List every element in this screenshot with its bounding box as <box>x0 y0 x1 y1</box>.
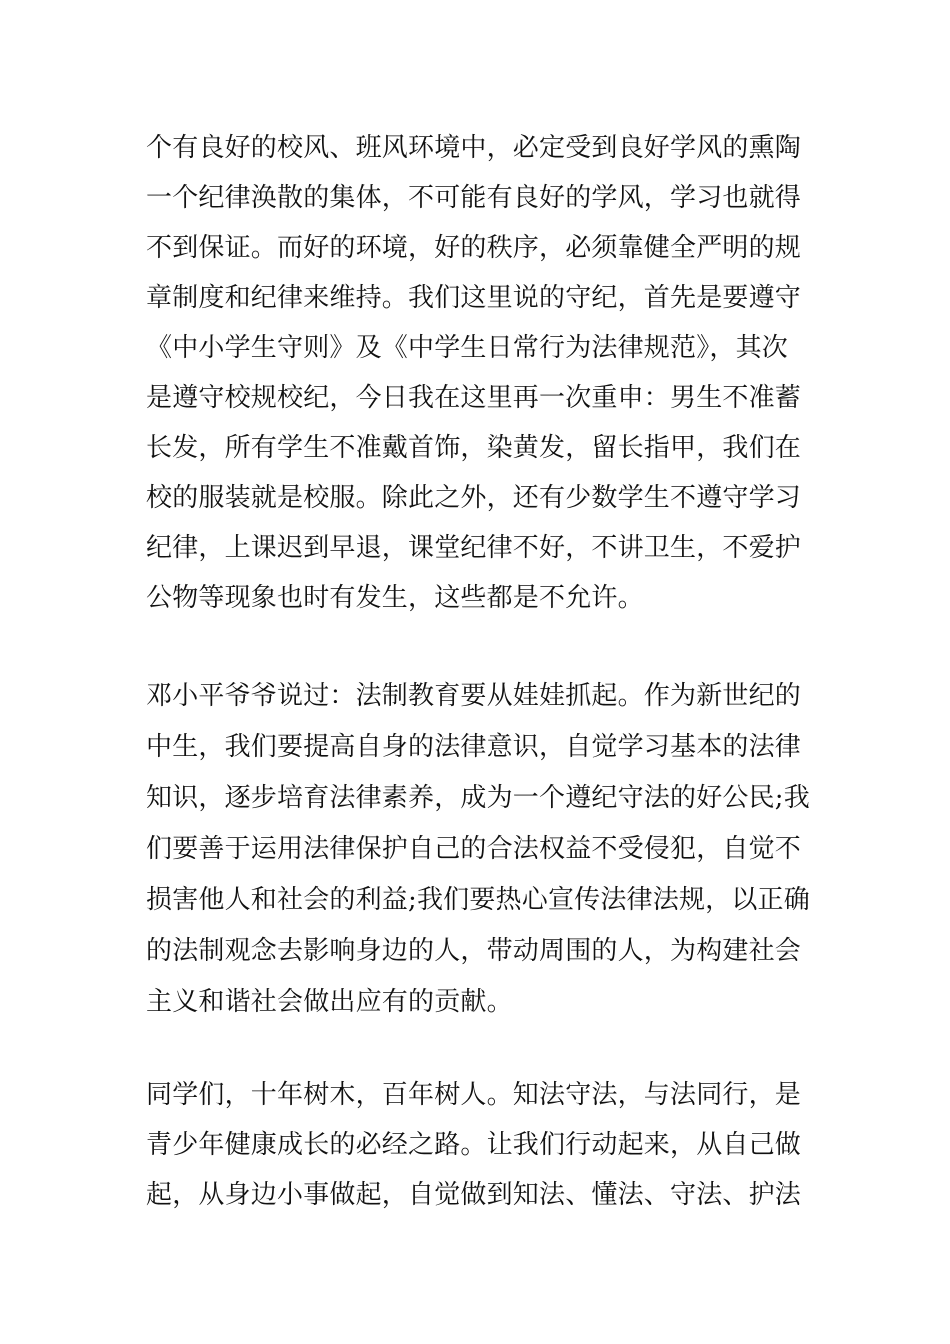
paragraph-line: 起，从身边小事做起，自觉做到知法、懂法、守法、护法 <box>146 1180 802 1210</box>
paragraph-line: 长发，所有学生不准戴首饰，染黄发，留长指甲，我们在 <box>146 433 802 463</box>
paragraph-line: 章制度和纪律来维持。我们这里说的守纪，首先是要遵守 <box>146 283 802 313</box>
paragraph-line: 个有良好的校风、班风环境中，必定受到良好学风的熏陶 <box>146 133 802 163</box>
paragraph-line: 校的服装就是校服。除此之外，还有少数学生不遵守学习 <box>146 483 802 513</box>
paragraph-line: 邓小平爷爷说过：法制教育要从娃娃抓起。作为新世纪的 <box>146 681 802 711</box>
paragraph-line: 中生，我们要提高自身的法律意识，自觉学习基本的法律 <box>146 732 802 762</box>
paragraph-line: 一个纪律涣散的集体，不可能有良好的学风，学习也就得 <box>146 183 802 213</box>
paragraph-line: 主义和谐社会做出应有的贡献。 <box>146 987 513 1017</box>
paragraph-line: 损害他人和社会的利益;我们要热心宣传法律法规，以正确 <box>146 885 810 915</box>
paragraph-line: 纪律，上课迟到早退，课堂纪律不好，不讲卫生，不爱护 <box>146 533 802 563</box>
paragraph-line: 知识，逐步培育法律素养，成为一个遵纪守法的好公民;我 <box>146 783 810 813</box>
paragraph-line: 们要善于运用法律保护自己的合法权益不受侵犯，自觉不 <box>146 834 802 864</box>
paragraph-line: 《中小学生守则》及《中学生日常行为法律规范》，其次 <box>146 333 789 363</box>
paragraph-line: 是遵守校规校纪，今日我在这里再一次重申：男生不准蓄 <box>146 383 802 413</box>
paragraph-line: 同学们，十年树木，百年树人。知法守法，与法同行，是 <box>146 1080 802 1110</box>
paragraph-line: 青少年健康成长的必经之路。让我们行动起来，从自己做 <box>146 1130 802 1160</box>
paragraph-line: 公物等现象也时有发生，这些都是不允许。 <box>146 583 644 613</box>
paragraph-line: 的法制观念去影响身边的人，带动周围的人，为构建社会 <box>146 936 802 966</box>
paragraph-line: 不到保证。而好的环境，好的秩序，必须靠健全严明的规 <box>146 233 802 263</box>
